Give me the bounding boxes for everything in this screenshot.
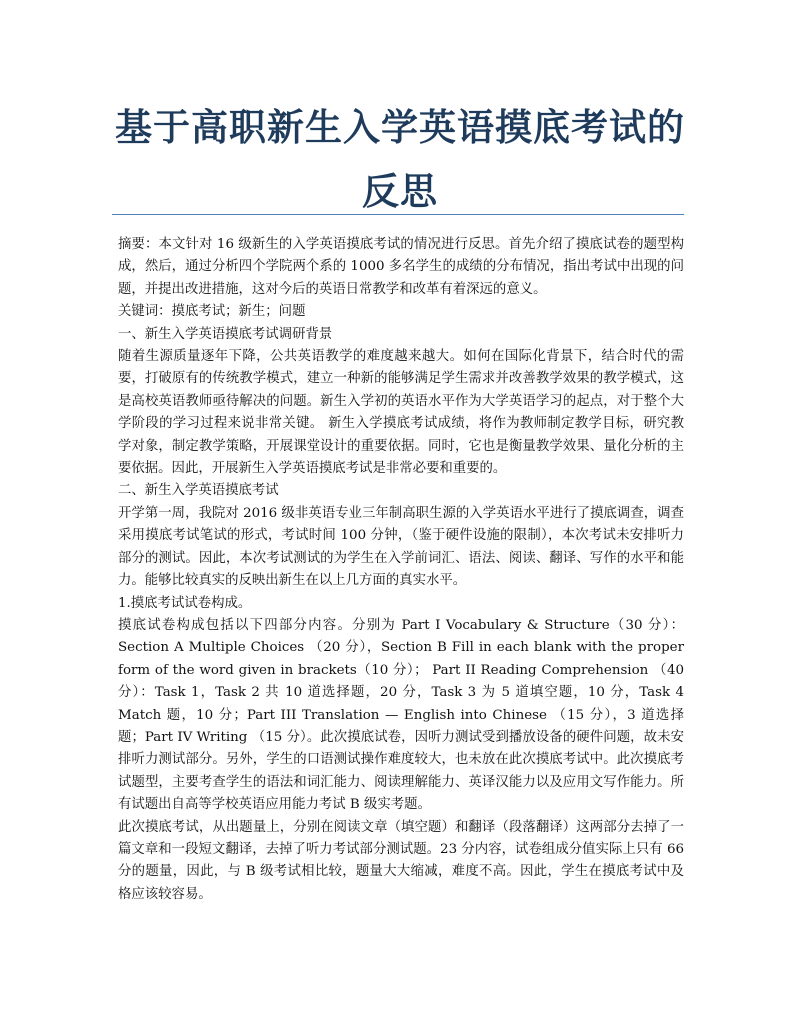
body-paragraph: 此次摸底考试，从出题量上，分别在阅读文章（填空题）和翻译（段落翻译）这两部分去掉了一篇文章和一段短文翻译，去掉了听力考试部分测试题。23 分内容，试卷组成分值实际上只有 66 分的题量，因此，与 B 级考试相比较，题量大大缩减，难度不高。因此，学生在摸底考试中及格应该较容易。 (118, 819, 684, 902)
subsection-heading: 1.摸底考试试卷构成。 (118, 595, 252, 611)
section-heading-2: 二、新生入学英语摸底考试 (118, 483, 279, 499)
section-heading-1: 一、新生入学英语摸底考试调研背景 (118, 326, 333, 342)
abstract-paragraph: 摘要：本文针对 16 级新生的入学英语摸底考试的情况进行反思。首先介绍了摸底试卷的题型构成，然后，通过分析四个学院两个系的 1000 多名学生的成绩的分布情况，指出考试中出现的问题，并提出改进措施，这对今后的英语日常教学和改革有着深远的意义。 (118, 237, 684, 297)
body-paragraph: 摸底试卷构成包括以下四部分内容。分别为 Part I Vocabulary & Structure（30 分）：Section A Multiple Choices （20 分），Section B Fill in each blank with the proper form of the word given in brackets（10 分）； Part II Reading Comprehension （40 分）：Task 1，Task 2 共 10 道选择题，20 分，Task 3 为 5 道填空题，10 分，Task 4 Match 题，10 分；Part III Translation — English into Chinese （15 分），3 道选择题；Part IV Writing （15 分）。此次摸底试卷，因听力测试受到播放设备的硬件问题，故未安排听力测试部分。另外，学生的口语测试操作难度较大，也未放在此次摸底考试中。此次摸底考试题型，主要考查学生的语法和词汇能力、阅读理解能力、英译汉能力以及应用文写作能力。所有试题出自高等学校英语应用能力考试 B 级实考题。 (118, 617, 684, 813)
document-body (118, 234, 684, 906)
title-divider (112, 214, 684, 215)
document-title: 基于高职新生入学英语摸底考试的反思 (115, 106, 685, 213)
body-paragraph: 开学第一周，我院对 2016 级非英语专业三年制高职生源的入学英语水平进行了摸底调查，调查采用摸底考试笔试的形式，考试时间 100 分钟，（鉴于硬件设施的限制），本次考试未安排听力部分的测试。因此，本次考试测试的为学生在入学前词汇、语法、阅读、翻译、写作的水平和能力。能够比较真实的反映出新生在以上几方面的真实水平。 (118, 505, 684, 589)
keywords-line: 关键词：摸底考试；新生；问题 (118, 304, 306, 320)
body-paragraph: 随着生源质量逐年下降，公共英语教学的难度越来越大。如何在国际化背景下，结合时代的需要，打破原有的传统教学模式，建立一种新的能够满足学生需求并改善教学效果的教学模式，这是高校英语教师亟待解决的问题。新生入学初的英语水平作为大学英语学习的起点，对于整个大学阶段的学习过程来说非常关键。 新生入学摸底考试成绩，将作为教师制定教学目标，研究教学对象，制定教学策略，开展课堂设计的重要依据。同时，它也是衡量教学效果、量化分析的主要依据。因此，开展新生入学英语摸底考试是非常必要和重要的。 (118, 349, 684, 477)
